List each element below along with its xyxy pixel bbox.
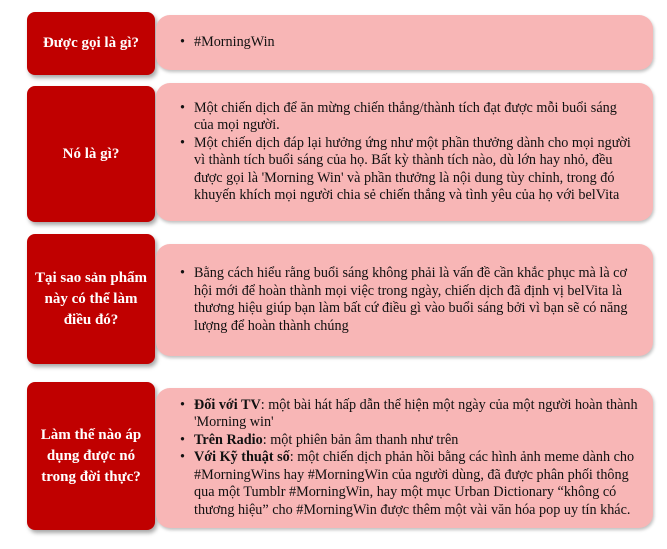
section-label-text: Làm thế nào áp dụng được nó trong đời thực? bbox=[40, 426, 142, 485]
section-card-3 bbox=[156, 244, 653, 356]
section-label-2 bbox=[27, 86, 155, 222]
bullet-item: • Một chiến dịch để ăn mừng chiến thắng/thành tích đạt được mỗi buổi sáng của mọi người. bbox=[194, 100, 639, 135]
bullet-list bbox=[176, 100, 639, 205]
bullet-item: • Bằng cách hiểu rằng buổi sáng không phải là vấn đề cần khắc phục mà là cơ hội mới để hoàn thành mọi việc trong ngày, chiến dịch đã định vị belVita là thương hiệu giúp bạn làm bất cứ điều gì vào buổi sáng bởi vì bạn sẽ có năng lượng để hoàn thành chúng bbox=[194, 265, 639, 335]
bullet-item: • Một chiến dịch đáp lại hưởng ứng như một phần thưởng dành cho mọi người vì thành tích buổi sáng của họ. Bất kỳ thành tích nào, dù lớn hay nhỏ, đều được gọi là 'Morning Win' và phần thưởng là nội dung tùy chỉnh, trong đó khuyến khích mọi người chia sẻ chiến thắng và tình yêu của họ với belVita bbox=[194, 135, 639, 205]
section-label-3 bbox=[27, 234, 155, 364]
bullet-list bbox=[176, 265, 639, 335]
bullet-item: • Với Kỹ thuật số: một chiến dịch phản hồi bằng các hình ảnh meme dành cho #MorningWins hay #MorningWin của người dùng, đã được phân phối thông qua một Tumblr #MorningWin, hay một mục Urban Dictionary “không có thương hiệu” cho #MorningWin được thêm một vài văn hóa pop uy tín khác. bbox=[194, 449, 639, 519]
bullet-item: • #MorningWin bbox=[194, 34, 275, 52]
section-card-1 bbox=[156, 15, 653, 70]
bullet-item: • Trên Radio: một phiên bản âm thanh như trên bbox=[194, 432, 639, 450]
section-label-4 bbox=[27, 382, 155, 530]
bullet-list bbox=[176, 34, 275, 52]
section-label-1 bbox=[27, 12, 155, 75]
section-label-text: Tại sao sản phẩm này có thể làm điều đó? bbox=[34, 269, 148, 328]
section-label-text: Nó là gì? bbox=[62, 145, 120, 162]
bullet-item: • Đối với TV: một bài hát hấp dẫn thể hiện một ngày của một người hoàn thành 'Morning win' bbox=[194, 397, 639, 432]
section-card-2 bbox=[156, 83, 653, 221]
bullet-list bbox=[176, 397, 639, 520]
section-card-4 bbox=[156, 388, 653, 528]
section-label-text: Được gọi là gì? bbox=[42, 35, 140, 51]
